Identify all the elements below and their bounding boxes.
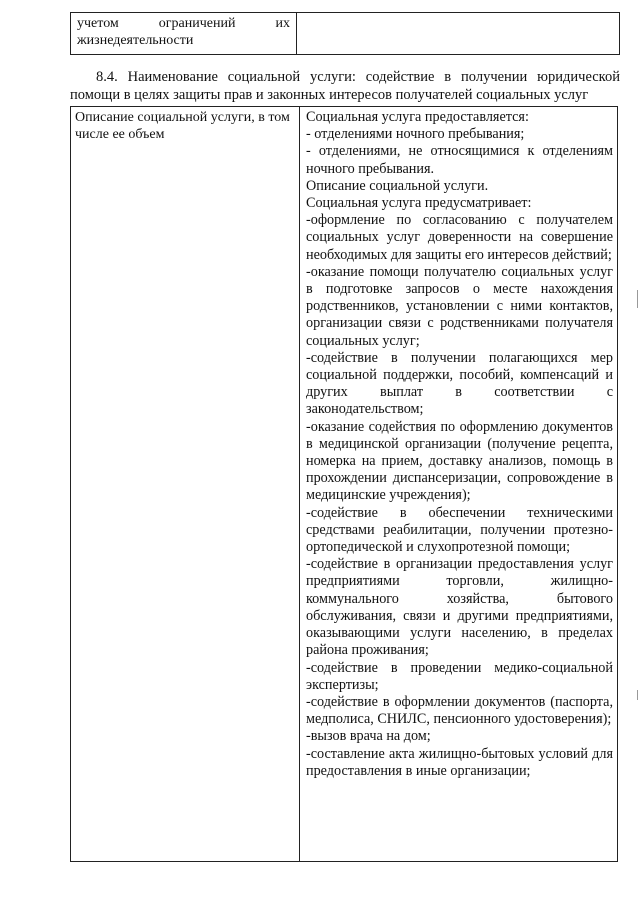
top-table-right-cell (297, 13, 619, 54)
provided-title: Социальная услуга предоставляется: (306, 109, 529, 125)
top-table-left-cell (71, 13, 297, 54)
service-item-6: -содействие в организации предоставления услуг предприятиями торговли, жилищно-коммунального хозяйства, бытового обслуживания, связи и другими предприятиями, оказывающими услуги населению, в пределах района проживания; (306, 556, 613, 659)
service-item-1: -оформление по согласованию с получателем социальных услуг доверенности на совершение необходимых для защиты его интересов действий; (306, 212, 613, 263)
provided-item-1: - отделениями ночного пребывания; (306, 126, 525, 143)
scan-edge-mark (637, 290, 638, 308)
service-item-3: -содействие в получении полагающихся мер социальной поддержки, пособий, компенсаций и других выплат в соответствии с законодательством; (306, 349, 613, 418)
service-item-2: -оказание помощи получателю социальных услуг в подготовке запросов о месте нахождения родственников, установлении с ними контактов, организации связи с родственниками получателя социальных услуг; (306, 263, 613, 349)
service-item-8: -содействие в оформлении документов (паспорта, медполиса, СНИЛС, пенсионного удостоверения); (306, 693, 613, 728)
service-item-10: -составление акта жилищно-бытовых условий для предоставления в иные организации; (306, 745, 613, 779)
top-table-fragment (70, 12, 620, 55)
service-item-5: -содействие в обеспечении техническими средствами реабилитации, получении протезно-ортопедической и слухопротезной помощи; (306, 504, 613, 556)
service-item-9: -вызов врача на дом; (306, 728, 431, 745)
table-right-cell (300, 107, 617, 861)
top-table-left-line2: жизнедеятельности (77, 33, 194, 48)
includes-title: Социальная услуга предусматривает: (306, 195, 532, 212)
service-item-7: -содействие в проведении медико-социальной экспертизы; (306, 659, 613, 693)
top-table-left-line1: учетом ограничений их (77, 16, 290, 31)
description-title: Описание социальной услуги. (306, 177, 489, 194)
section-heading-text: 8.4. Наименование социальной услуги: содействие в получении юридической помощи в целях защиты прав и законных интересов получателей социальных услуг (70, 69, 620, 103)
section-heading (70, 68, 620, 104)
provided-item-2: - отделениями, не относящимися к отделениям ночного пребывания. (306, 143, 613, 177)
scan-edge-mark-lower (637, 690, 638, 700)
table-left-cell: Описание социальной услуги, в том числе ее объем (71, 107, 300, 861)
service-item-4: -оказание содействия по оформлению документов в медицинской организации (получение рецепта, номерка на прием, доставку анализов, помощь в прохождении диспансеризации, сопровождение в медицинские учреждения); (306, 418, 613, 504)
service-description-table (70, 106, 618, 862)
